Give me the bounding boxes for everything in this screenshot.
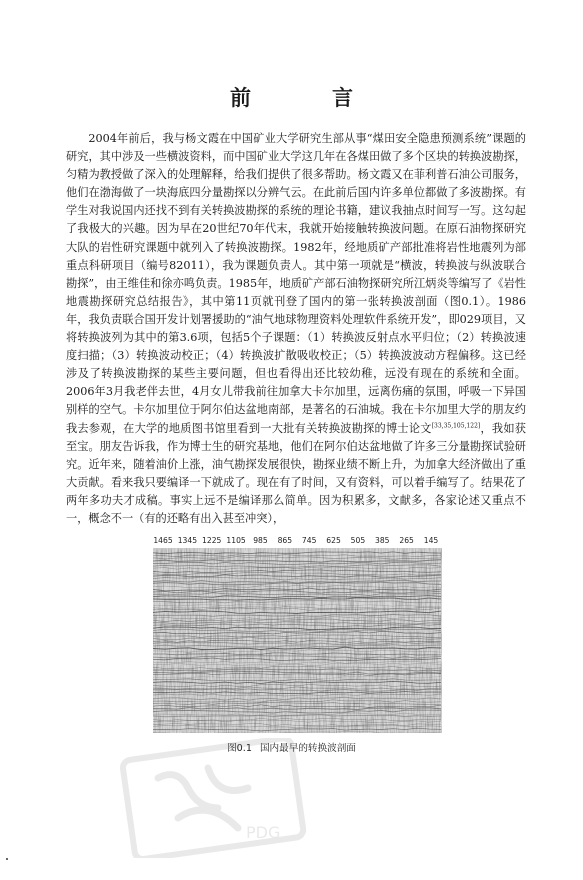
library-watermark-stamp [118, 738, 318, 858]
axis-tick-label: 745 [301, 536, 317, 545]
seismic-section-image [153, 548, 442, 733]
preface-body: 2004年前后，我与杨文霞在中国矿业大学研究生部从事“煤田安全隐患预测系统”课题的研究，其中涉及一些横波资料，而中国矿业大学这几年在各煤田做了多个区块的转换波勘探，匀精为教授做了深入的处理解释，给我们提供了很多帮助。杨文霞又在菲利普石油公司服务，他们在渤海做了一块海底四分量勘探以分辨气云。在此前后国内许多单位都做了多波勘探。有学生对我说国内还找不到有关转换波勘探的系统的理论书籍，建议我抽点时间写一写。这勾起了我极大的兴趣。因为早在20世纪70年代末，我就开始接触转换波问题。在原石油物探研究大队的岩性研究课题中就列入了转换波勘探。1982年，经地质矿产部批准将岩性地震列为部重点科研项目（编号82011），我为课题负责人。其中第一项就是“横波，转换波与纵波联合勘探”，由王维佳和徐亦鸣负责。1985年，地质矿产部石油物探研究所江炳炎等编写了《岩性地震勘探研究总结报告》，其中第11页就刊登了国内的第一张转换波剖面（图0.1）。1986年，我负责联合国开发计划署援助的“油气地球物理资料处理软件系统开发”，即029项目，又将转换波列为其中的第3.6项，包括5个子课题：（1）转换波反射点水平归位；（2）转换波速度扫描；（3）转换波动校正；（4）转换波扩散吸收校正；（5）转换波波动方程偏移。这已经涉及了转换波勘探的某些主要问题，但也看得出还比较幼稚，远没有现在的系统和全面。2006年3月我老伴去世，4月女儿带我前往加拿大卡尔加里，远离伤痛的氛围，呼吸一下异国别样的空气。卡尔加里位于阿尔伯达盆地南部，是著名的石油城。我在卡尔加里大学的朋友约我去参观，在大学的地质图书馆里看到一大批有关转换波勘探的博士论文[33,35,105,122]，我如获至宝。朋友告诉我，作为博士生的研究基地，他们在阿尔伯达盆地做了许多三分量勘探试验研究。近年来，随着油价上涨，油气勘探发展很快，勘探业绩不断上升，为加拿大经济做出了重大贡献。看来我只要编译一下就成了。现在有了时间，又有资料，可以着手编写了。结果花了两年多功夫才成稿。事实上远不是编译那么简单。因为积累多，文献多，各家论述又重点不一，概念不一（有的还略有出入甚至冲突）， [66, 132, 526, 525]
axis-tick-label: 505 [350, 536, 366, 545]
watermark-text: PDG [246, 823, 281, 842]
axis-tick-label: 1465 [153, 536, 173, 545]
axis-tick-label: 1345 [177, 536, 198, 545]
figure-caption-number: 图0.1 [227, 743, 252, 754]
axis-tick-label: 625 [326, 536, 341, 545]
axis-tick-label: 145 [423, 536, 439, 545]
page-dot [6, 858, 8, 860]
seismic-axis-labels [153, 536, 453, 548]
axis-tick-label: 385 [375, 536, 390, 545]
axis-tick-label: 265 [399, 536, 414, 545]
axis-tick-label: 985 [253, 536, 268, 545]
axis-tick-label: 1105 [226, 536, 246, 545]
axis-tick-label: 865 [277, 536, 293, 545]
figure-caption-text: 国内最早的转换波剖面 [259, 743, 356, 754]
page-title: 前 言 [230, 86, 383, 110]
figure-caption [0, 740, 583, 754]
axis-tick-label: 1225 [202, 536, 222, 545]
